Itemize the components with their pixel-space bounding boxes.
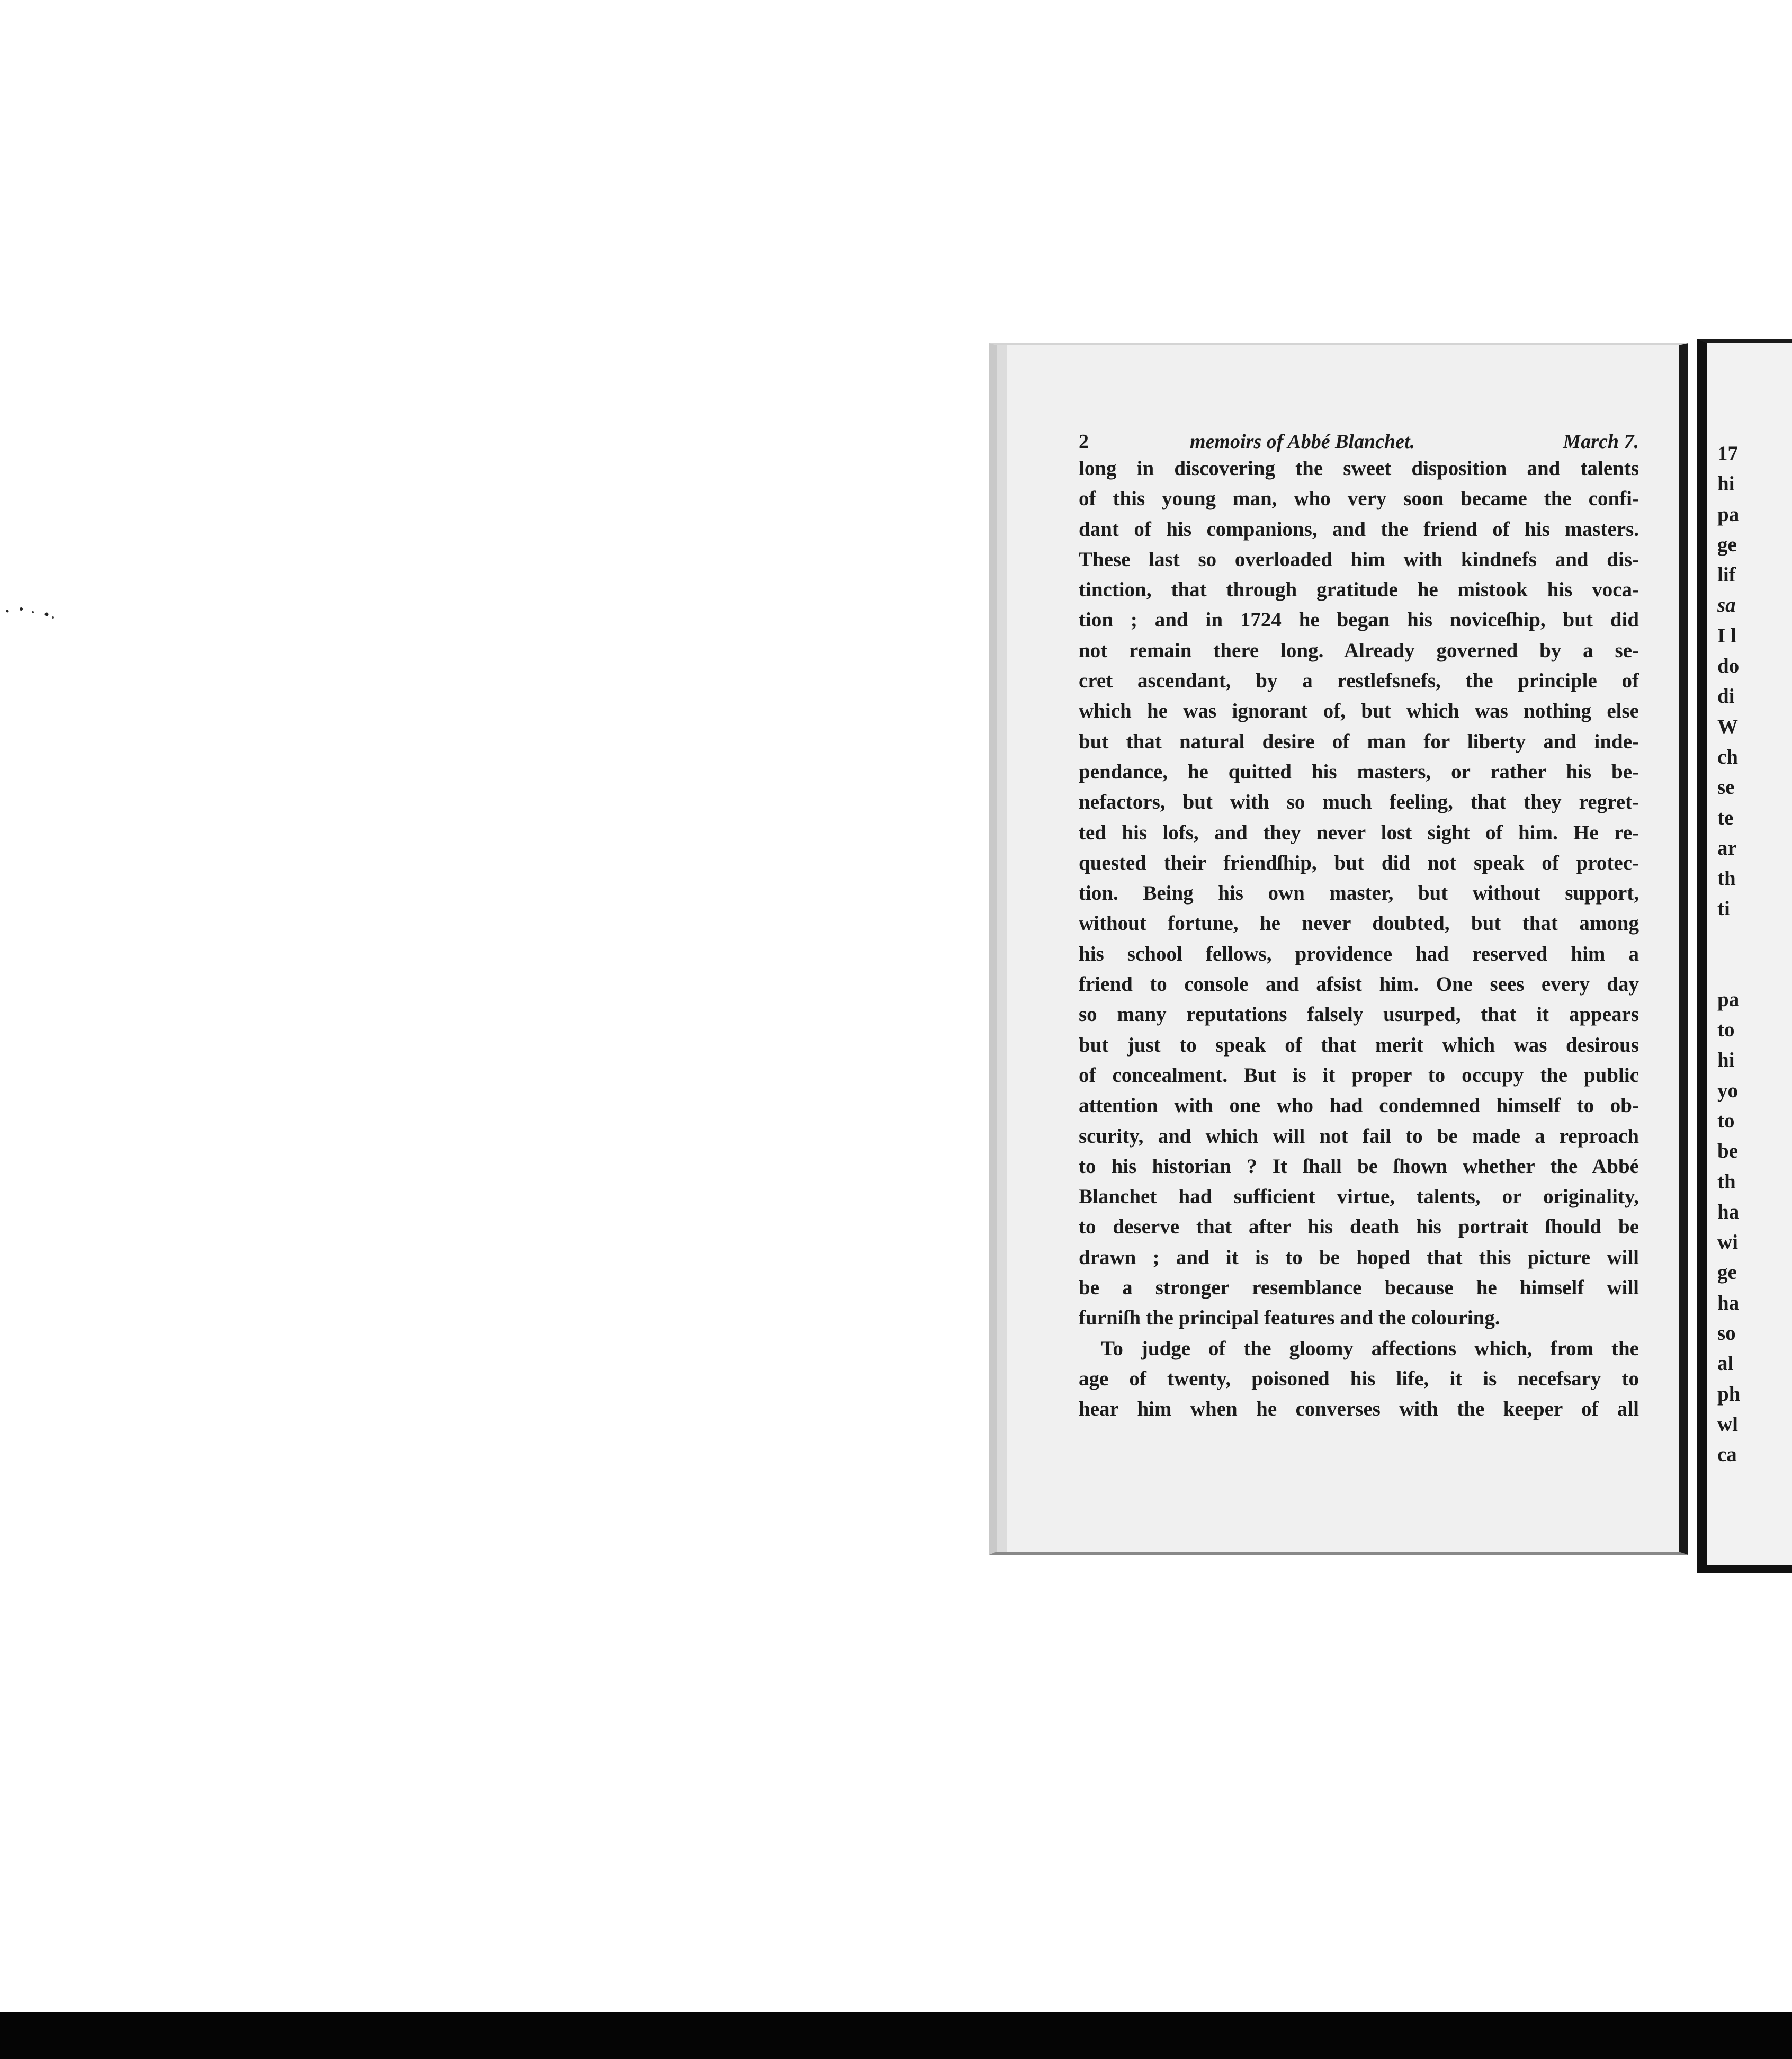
text-line: so many reputations falsely usurped, that it appears	[1079, 1003, 1639, 1026]
text-line: but just to speak of that merit which was desirous	[1079, 1033, 1639, 1057]
left-book-page	[989, 343, 1688, 1555]
fragment-line: th	[1717, 867, 1736, 890]
scan-specks	[0, 593, 58, 625]
right-book-page-edge	[1697, 339, 1792, 1573]
text-line: These last so overloaded him with kindnefs and dis-	[1079, 548, 1639, 571]
text-line: without fortune, he never doubted, but that among	[1079, 912, 1639, 935]
page-gutter-shade	[997, 345, 1007, 1552]
page-number: 2	[1079, 431, 1089, 453]
page-text-block	[1079, 430, 1639, 1425]
text-line: dant of his companions, and the friend of his masters.	[1079, 517, 1639, 541]
fragment-line: ge	[1717, 533, 1737, 556]
text-line: not remain there long. Already governed by a se-	[1079, 639, 1639, 662]
fragment-line: be	[1717, 1140, 1738, 1163]
fragment-line: do	[1717, 655, 1740, 678]
text-line: of this young man, who very soon became the confi-	[1079, 487, 1639, 511]
fragment-line: sa	[1717, 594, 1736, 617]
fragment-line: ph	[1717, 1382, 1741, 1406]
film-edge-band	[0, 2012, 1792, 2059]
running-head	[1079, 430, 1639, 453]
text-line: tinction, that through gratitude he mistook his voca-	[1079, 578, 1639, 602]
text-line: drawn ; and it is to be hoped that this picture will	[1079, 1246, 1639, 1269]
text-line: ted his lofs, and they never lost sight of him. He re-	[1079, 821, 1639, 844]
fragment-line: yo	[1717, 1079, 1738, 1102]
fragment-line: ca	[1717, 1443, 1737, 1466]
fragment-line: so	[1717, 1322, 1736, 1345]
text-line: friend to console and afsist him. One sees every day	[1079, 973, 1639, 996]
fragment-line: 17	[1717, 442, 1738, 465]
text-line: scurity, and which will not fail to be made a reproach	[1079, 1124, 1639, 1148]
fragment-line: th	[1717, 1170, 1736, 1193]
text-line: attention with one who had condemned himself to ob-	[1079, 1094, 1639, 1117]
text-line: tion ; and in 1724 he began his noviceſhip, but did	[1079, 608, 1639, 632]
text-line: be a stronger resemblance because he himself will	[1079, 1276, 1639, 1300]
text-line: of concealment. But is it proper to occupy the public	[1079, 1063, 1639, 1087]
fragment-line: hi	[1717, 1049, 1735, 1072]
fragment-line: I l	[1717, 624, 1736, 647]
text-line: which he was ignorant of, but which was nothing else	[1079, 700, 1639, 723]
fragment-line: ar	[1717, 836, 1737, 860]
running-title: memoirs of Abbé Blanchet.	[1190, 431, 1415, 453]
text-line: Blanchet had sufficient virtue, talents, or originality,	[1079, 1185, 1639, 1208]
text-line: to his historian ? It ſhall be ſhown whether the Abbé	[1079, 1154, 1639, 1178]
fragment-line: wi	[1717, 1231, 1738, 1254]
fragment-line: to	[1717, 1109, 1735, 1132]
text-line: tion. Being his own master, but without support,	[1079, 882, 1639, 905]
fragment-line: to	[1717, 1018, 1735, 1042]
text-line: furniſh the principal features and the colouring.	[1079, 1306, 1500, 1330]
fragment-line: lif	[1717, 563, 1736, 587]
fragment-line: W	[1717, 715, 1738, 738]
text-line: quested their friendſhip, but did not speak of protec-	[1079, 851, 1639, 874]
text-line: pendance, he quitted his masters, or rather his be-	[1079, 760, 1639, 783]
fragment-line: ch	[1717, 745, 1738, 768]
fragment-line: pa	[1717, 988, 1740, 1011]
text-line: cret ascendant, by a restlefsnefs, the principle of	[1079, 669, 1639, 693]
fragment-line: hi	[1717, 472, 1735, 496]
body-paragraph-2	[1079, 1333, 1639, 1425]
facing-page-fragments	[1717, 438, 1740, 1470]
fragment-line: ha	[1717, 1200, 1740, 1223]
fragment-line: te	[1717, 806, 1734, 829]
text-line: hear him when he converses with the keeper of all	[1079, 1398, 1639, 1421]
text-line: age of twenty, poisoned his life, it is necefsary to	[1079, 1367, 1639, 1390]
fragment-line: ha	[1717, 1291, 1740, 1314]
text-line: nefactors, but with so much feeling, that they regret-	[1079, 791, 1639, 814]
text-line: long in discovering the sweet disposition and talents	[1079, 457, 1639, 480]
fragment-line: al	[1717, 1352, 1734, 1375]
fragment-line: wl	[1717, 1412, 1738, 1436]
fragment-line: ti	[1717, 897, 1730, 920]
text-line: To judge of the gloomy affections which, from the	[1101, 1337, 1639, 1360]
fragment-line: pa	[1717, 503, 1740, 526]
body-paragraph-1	[1079, 453, 1639, 1333]
text-line: but that natural desire of man for liberty and inde-	[1079, 730, 1639, 753]
running-date: March 7.	[1563, 431, 1639, 453]
fragment-gap	[1717, 924, 1740, 984]
text-line: to deserve that after his death his portrait ſhould be	[1079, 1215, 1639, 1239]
fragment-line: di	[1717, 685, 1735, 708]
fragment-line: se	[1717, 776, 1735, 799]
fragment-line: ge	[1717, 1261, 1737, 1284]
text-line: his school fellows, providence had reserved him a	[1079, 942, 1639, 965]
